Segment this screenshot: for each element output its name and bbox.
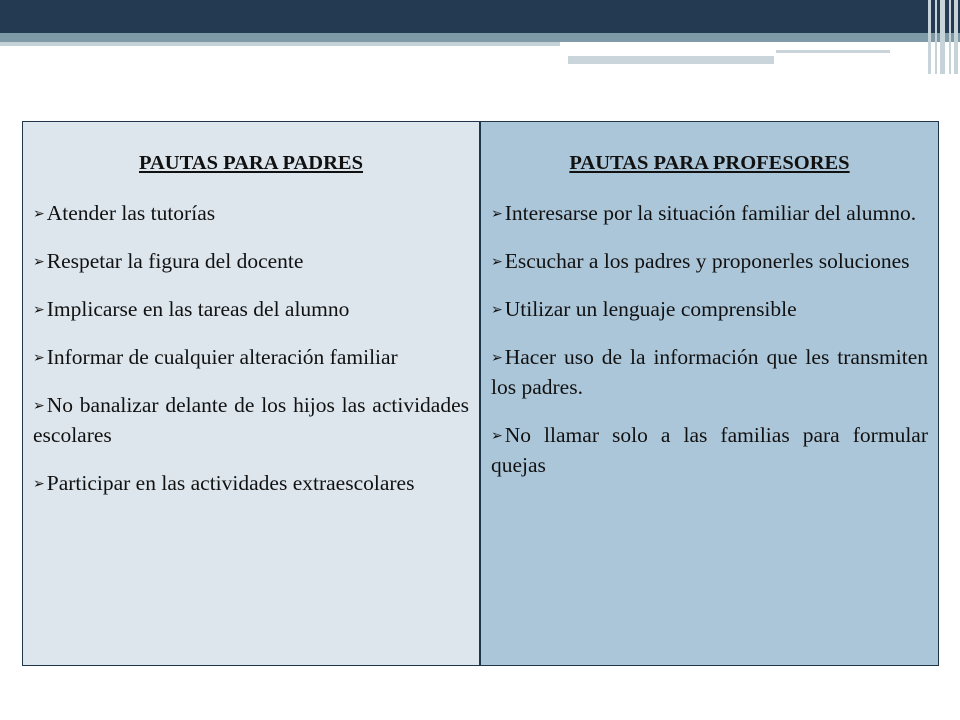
header-strip: [0, 42, 560, 46]
arrow-bullet-icon: ➢: [33, 255, 45, 270]
arrow-bullet-icon: ➢: [33, 477, 45, 492]
arrow-bullet-icon: ➢: [33, 399, 45, 414]
guidelines-table: [22, 121, 939, 666]
teachers-column: [481, 122, 938, 665]
list-item: ➢Implicarse en las tareas del alumno: [33, 297, 350, 321]
header-side-lines: [926, 0, 960, 74]
list-item: ➢Escuchar a los padres y proponerles soluciones: [491, 249, 910, 273]
arrow-bullet-icon: ➢: [33, 351, 45, 366]
list-item: ➢No banalizar delante de los hijos las actividades escolares: [33, 393, 469, 447]
list-item: ➢Participar en las actividades extraescolares: [33, 471, 415, 495]
list-item: ➢Hacer uso de la información que les transmiten los padres.: [491, 345, 928, 399]
parents-column-title: PAUTAS PARA PADRES: [139, 152, 363, 174]
header-bar: [0, 0, 960, 33]
arrow-bullet-icon: ➢: [33, 303, 45, 318]
list-item: ➢No llamar solo a las familias para formular quejas: [491, 423, 928, 477]
teachers-column-title: PAUTAS PARA PROFESORES: [569, 152, 850, 174]
header-strip: [776, 50, 890, 53]
arrow-bullet-icon: ➢: [33, 207, 45, 222]
list-item: ➢Atender las tutorías: [33, 201, 216, 225]
parents-column: [23, 122, 481, 665]
list-item: ➢Respetar la figura del docente: [33, 249, 304, 273]
list-item: ➢Utilizar un lenguaje comprensible: [491, 297, 797, 321]
arrow-bullet-icon: ➢: [491, 429, 503, 444]
header-strip: [568, 56, 774, 64]
list-item: ➢Interesarse por la situación familiar del alumno.: [491, 201, 917, 225]
arrow-bullet-icon: ➢: [491, 303, 503, 318]
list-item: ➢Informar de cualquier alteración familiar: [33, 345, 398, 369]
arrow-bullet-icon: ➢: [491, 255, 503, 270]
arrow-bullet-icon: ➢: [491, 207, 503, 222]
header-accent-bar: [0, 33, 960, 42]
arrow-bullet-icon: ➢: [491, 351, 503, 366]
